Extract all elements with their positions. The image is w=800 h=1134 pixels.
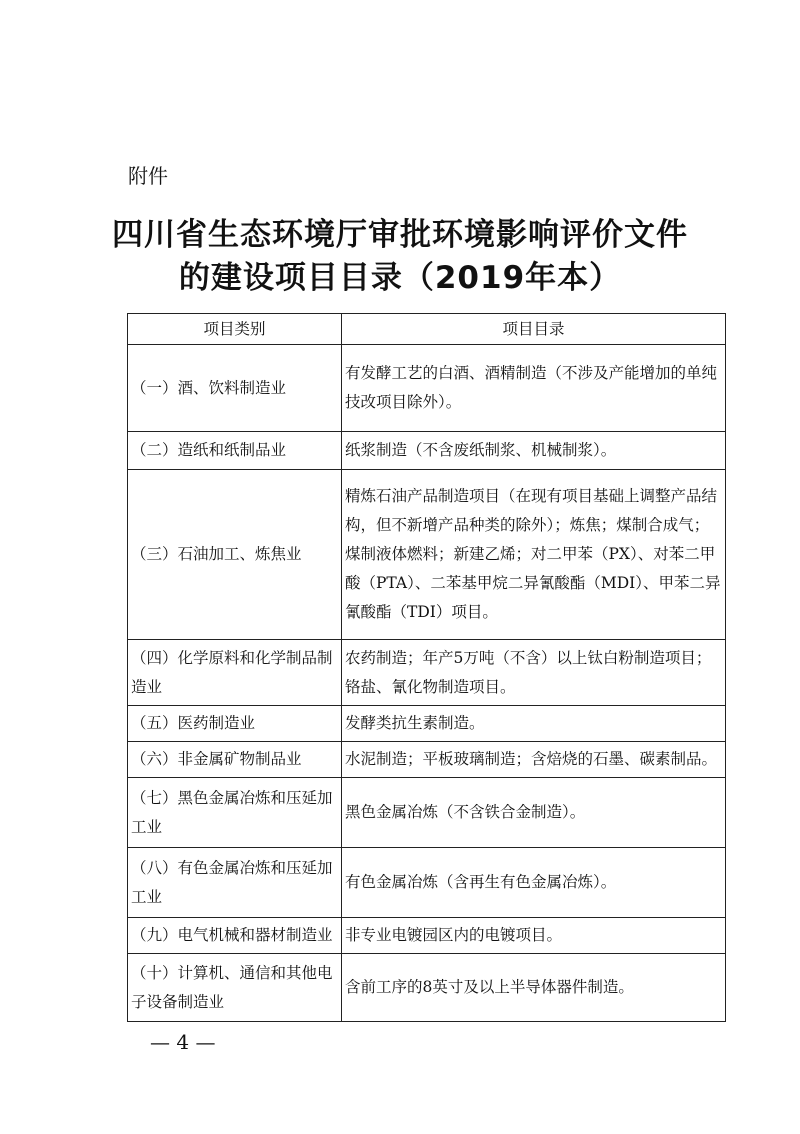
document-title-line1: 四川省生态环境厅审批环境影响评价文件 [112,217,688,253]
table-row [128,470,726,640]
table-row [128,848,726,918]
table-row [128,706,726,742]
project-catalog-table [127,313,726,1022]
page-number: — 4 — [150,1030,216,1054]
document-title-line2: 的建设项目目录（2019年本） [178,260,622,296]
catalog-cell: 有色金属冶炼（含再生有色金属冶炼）。 [342,848,726,918]
category-cell: （七）黑色金属冶炼和压延加工业 [128,778,342,848]
table-row [128,742,726,778]
catalog-cell: 有发酵工艺的白酒、酒精制造（不涉及产能增加的单纯技改项目除外）。 [342,345,726,432]
category-cell: （十）计算机、通信和其他电子设备制造业 [128,954,342,1022]
table-row [128,918,726,954]
header-catalog: 项目目录 [342,314,726,345]
header-category: 项目类别 [128,314,342,345]
category-cell: （二）造纸和纸制品业 [128,432,342,470]
catalog-cell: 纸浆制造（不含废纸制浆、机械制浆）。 [342,432,726,470]
category-cell: （三）石油加工、炼焦业 [128,470,342,640]
category-cell: （五）医药制造业 [128,706,342,742]
attachment-label: 附件 [128,164,168,188]
table-row [128,345,726,432]
category-cell: （八）有色金属冶炼和压延加工业 [128,848,342,918]
category-cell: （一）酒、饮料制造业 [128,345,342,432]
category-cell: （九）电气机械和器材制造业 [128,918,342,954]
catalog-cell: 非专业电镀园区内的电镀项目。 [342,918,726,954]
catalog-cell: 水泥制造；平板玻璃制造；含焙烧的石墨、碳素制品。 [342,742,726,778]
category-cell: （四）化学原料和化学制品制造业 [128,640,342,706]
table-row [128,432,726,470]
table-row [128,954,726,1022]
catalog-cell: 含前工序的8英寸及以上半导体器件制造。 [342,954,726,1022]
table-row [128,778,726,848]
table-row [128,640,726,706]
catalog-cell: 黑色金属冶炼（不含铁合金制造）。 [342,778,726,848]
table-header-row [128,314,726,345]
catalog-cell: 精炼石油产品制造项目（在现有项目基础上调整产品结构，但不新增产品种类的除外）；炼焦；煤制合成气；煤制液体燃料；新建乙烯；对二甲苯（PX）、对苯二甲酸（PTA）、二苯基甲烷二异氰酸酯（MDI）、甲苯二异氰酸酯（TDI）项目。 [342,470,726,640]
category-cell: （六）非金属矿物制品业 [128,742,342,778]
catalog-cell: 农药制造；年产5万吨（不含）以上钛白粉制造项目；铬盐、氰化物制造项目。 [342,640,726,706]
catalog-cell: 发酵类抗生素制造。 [342,706,726,742]
